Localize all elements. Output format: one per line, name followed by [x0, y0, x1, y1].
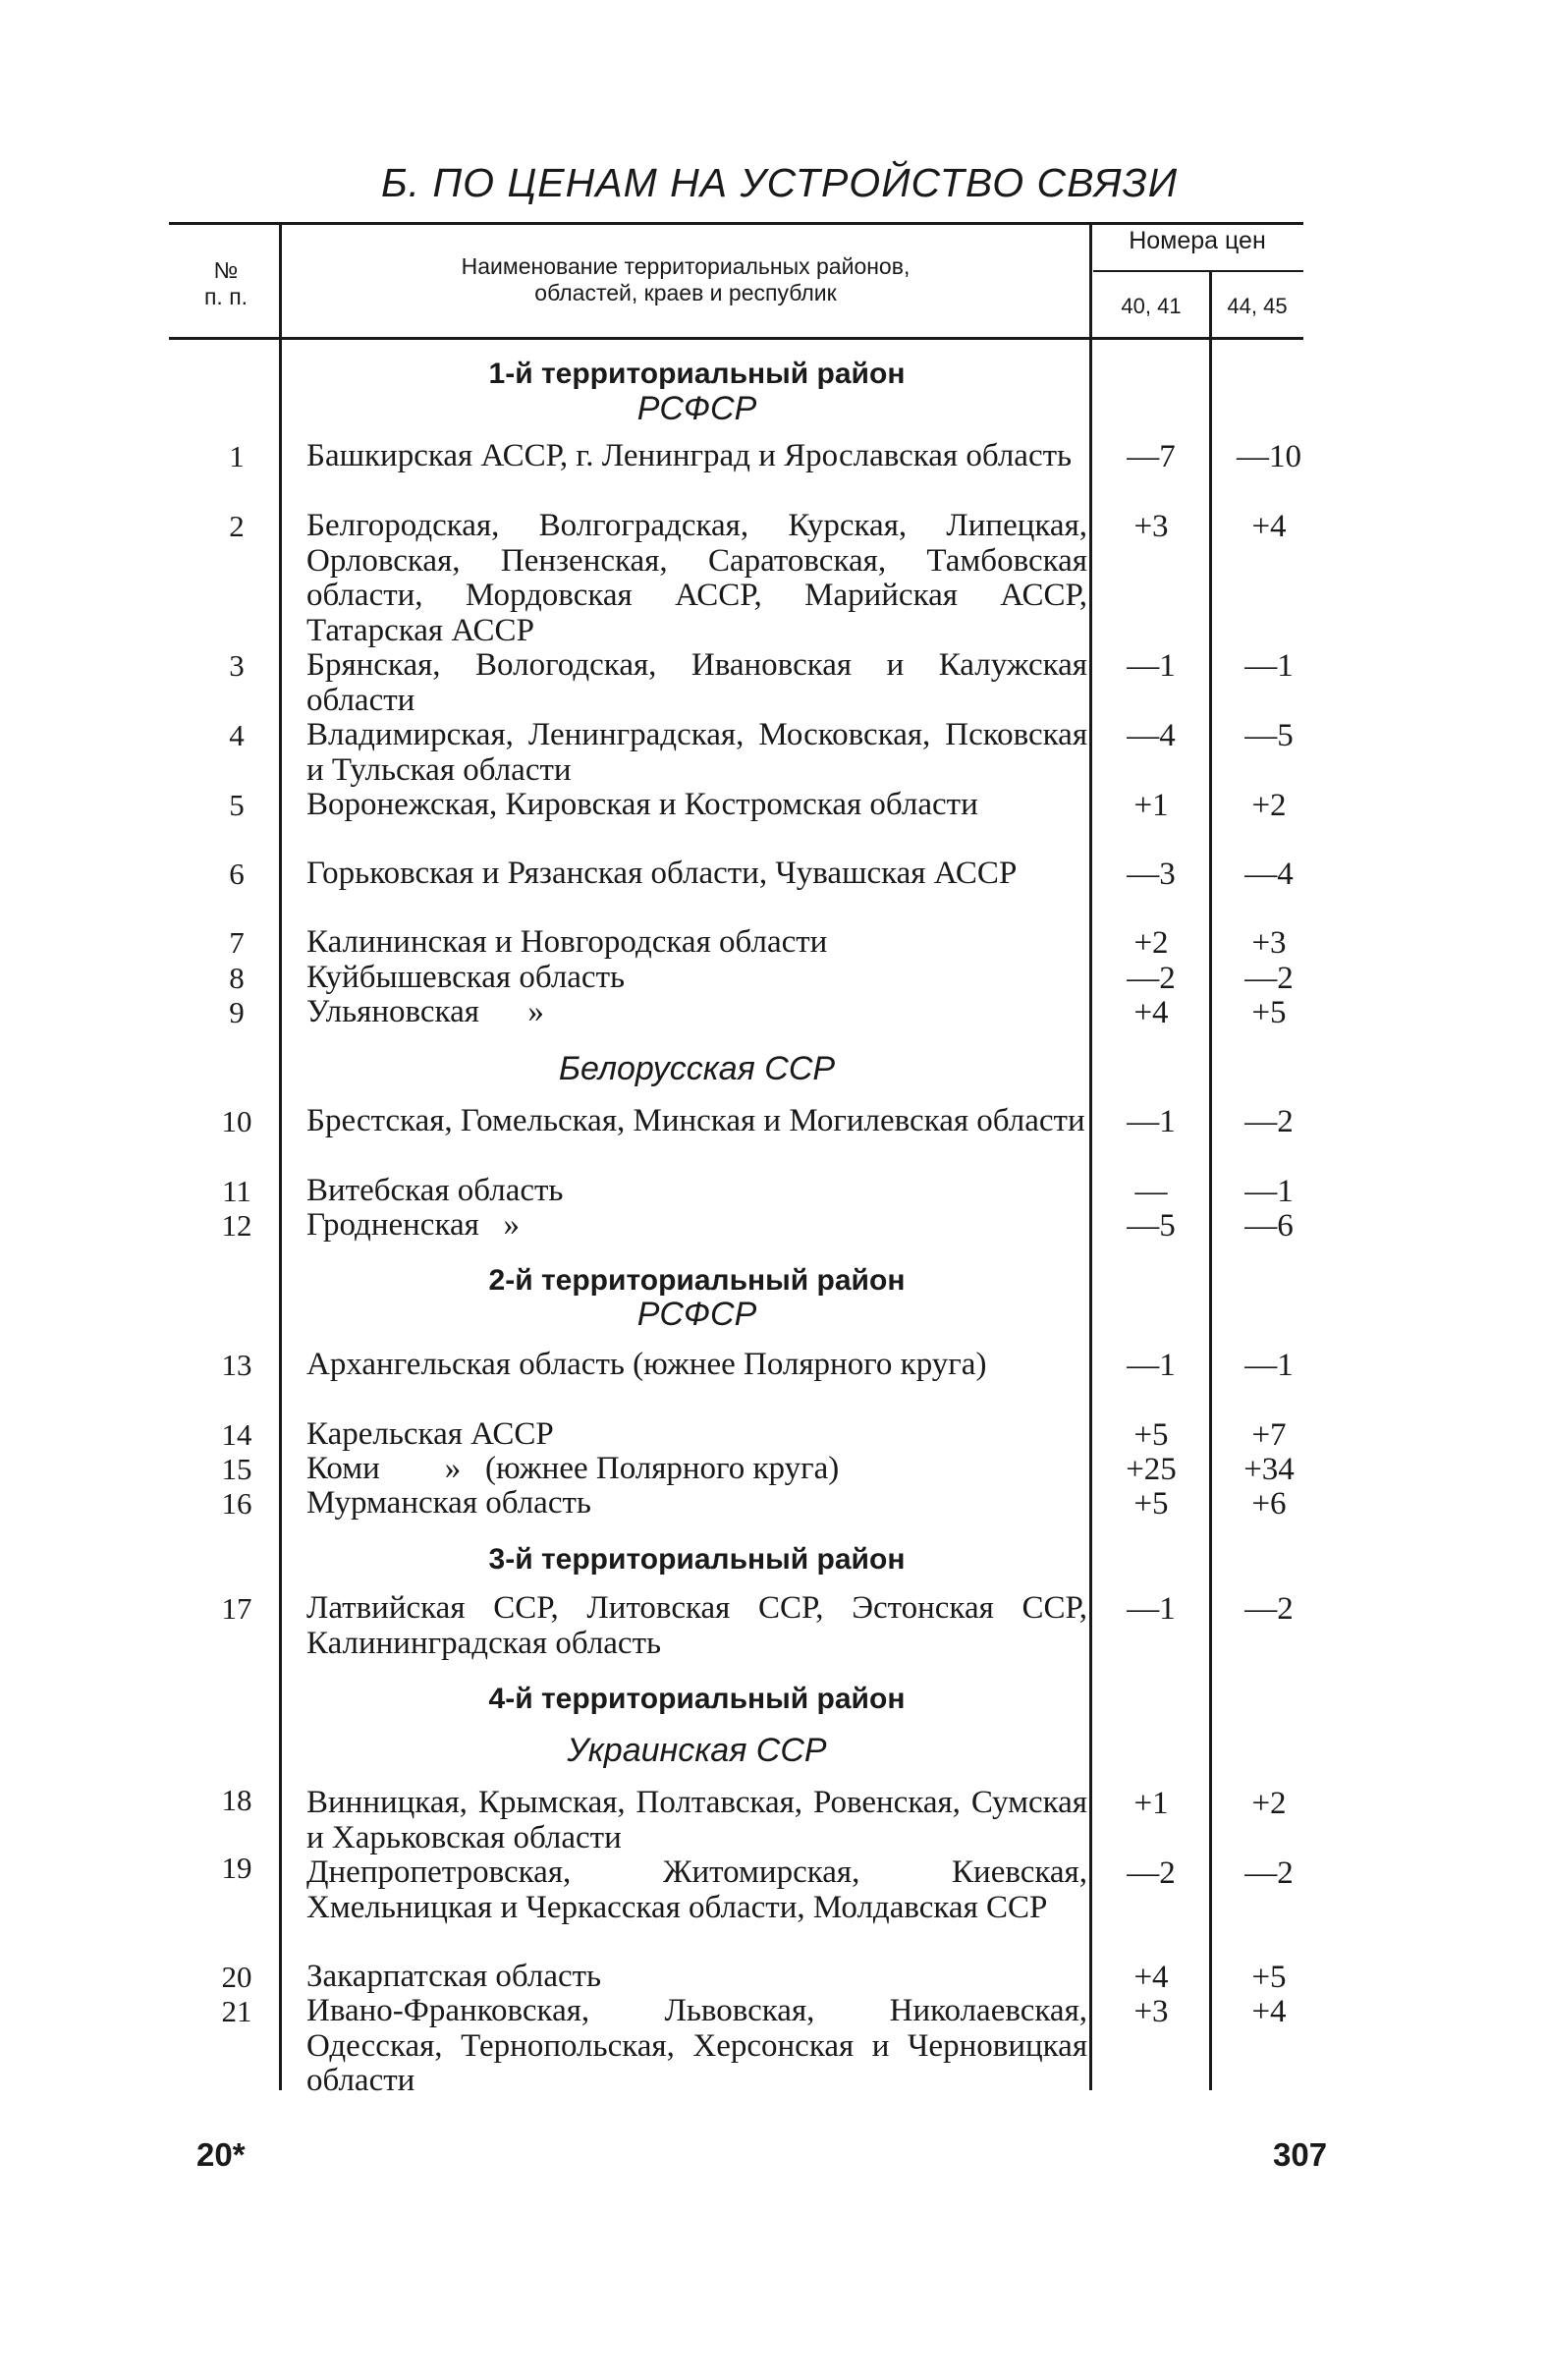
- price-value-44-45: +4: [1251, 509, 1287, 544]
- price-value-40-41: +1: [1133, 788, 1169, 823]
- region-name: Куйбышевская область: [306, 960, 626, 995]
- row-number: 21: [221, 1994, 252, 2028]
- price-value-44-45: —1: [1244, 648, 1294, 684]
- price-value-44-45: +5: [1251, 995, 1287, 1030]
- price-value-40-41: +5: [1133, 1486, 1169, 1522]
- price-value-40-41: —1: [1127, 1591, 1176, 1627]
- row-number: 9: [229, 995, 245, 1029]
- price-value-44-45: +7: [1251, 1417, 1287, 1453]
- row-number: 2: [229, 509, 245, 543]
- region-name: Белгородская, Волгоградская, Курская, Липецкая, Орловская, Пензенская, Саратовская, Тамбовская области, Мордовская АССР, Марийская АССР, Татарская АССР: [306, 508, 1087, 648]
- section-subheading: Украинская ССР: [567, 1732, 827, 1769]
- price-value-44-45: —2: [1244, 1104, 1294, 1139]
- price-value-44-45: —1: [1244, 1174, 1294, 1209]
- region-name: Коми » (южнее Полярного круга): [306, 1451, 840, 1486]
- price-value-40-41: —: [1134, 1174, 1168, 1209]
- row-number: 6: [229, 857, 245, 891]
- row-number: 11: [222, 1174, 251, 1208]
- price-value-40-41: —7: [1127, 439, 1176, 474]
- row-number: 13: [221, 1348, 252, 1382]
- num-header: [173, 257, 279, 310]
- signature-mark: 20*: [196, 2136, 246, 2173]
- price-value-40-41: —1: [1127, 648, 1176, 684]
- num-header-symbol: №: [213, 257, 239, 283]
- price-value-44-45: +3: [1251, 925, 1287, 961]
- region-name: Гродненская »: [306, 1207, 521, 1243]
- prices-header: Номера цен: [1129, 227, 1266, 254]
- row-number: 5: [229, 788, 245, 822]
- price-value-44-45: —4: [1244, 857, 1294, 892]
- name-header-line-1: Наименование территориальных районов,: [461, 253, 911, 279]
- section-subheading: РСФСР: [636, 390, 757, 427]
- price-value-44-45: +4: [1251, 1994, 1287, 2029]
- row-number: 12: [221, 1208, 252, 1243]
- price-value-40-41: —1: [1127, 1104, 1176, 1139]
- section-subheading: РСФСР: [636, 1296, 757, 1333]
- region-name: Карельская АССР: [306, 1416, 554, 1452]
- page-title: Б. ПО ЦЕНАМ НА УСТРОЙСТВО СВЯЗИ: [381, 160, 1179, 205]
- region-name: Закарпатская область: [306, 1959, 602, 1994]
- region-name: Калининская и Новгородская области: [306, 924, 828, 960]
- row-number: 20: [221, 1960, 252, 1994]
- table-top-rule: [169, 222, 1303, 225]
- price-value-40-41: +5: [1133, 1417, 1169, 1453]
- price-value-44-45: +6: [1251, 1486, 1287, 1522]
- region-name: Башкирская АССР, г. Ленинград и Ярославская область: [306, 438, 1073, 473]
- row-number: 1: [229, 439, 245, 473]
- region-name: Архангельская область (южнее Полярного круга): [306, 1347, 987, 1382]
- row-number: 4: [229, 718, 245, 752]
- row-number: 18: [221, 1783, 252, 1817]
- region-name: Горьковская и Рязанская области, Чувашская АССР: [306, 856, 1018, 891]
- section-heading: 3-й территориальный район: [488, 1543, 906, 1576]
- row-number: 8: [229, 961, 245, 995]
- row-number: 3: [229, 648, 245, 683]
- section-subheading: Белорусская ССР: [558, 1050, 836, 1087]
- col1-header: 40, 41: [1121, 294, 1182, 318]
- price-value-40-41: +25: [1126, 1452, 1177, 1487]
- price-value-40-41: +4: [1133, 995, 1169, 1030]
- price-value-40-41: —5: [1127, 1208, 1176, 1244]
- price-value-40-41: —2: [1127, 1855, 1176, 1891]
- region-name: Днепропетровская, Житомирская, Киевская, Хмельницкая и Черкасская области, Молдавская ССР: [306, 1854, 1087, 1925]
- price-value-40-41: +4: [1133, 1960, 1169, 1995]
- region-name: Мурманская область: [306, 1485, 591, 1521]
- row-number: 14: [221, 1417, 252, 1452]
- price-value-44-45: —2: [1244, 1855, 1294, 1891]
- price-value-40-41: —3: [1127, 857, 1176, 892]
- region-name: Латвийская ССР, Литовская ССР, Эстонская ССР, Калининградская область: [306, 1590, 1087, 1661]
- price-value-44-45: —10: [1237, 439, 1301, 474]
- region-name: Владимирская, Ленинградская, Московская, Псковская и Тульская области: [306, 717, 1087, 788]
- row-number: 15: [221, 1452, 252, 1486]
- price-value-44-45: +2: [1251, 1786, 1287, 1821]
- col2-header: 44, 45: [1227, 294, 1288, 318]
- price-value-44-45: —5: [1244, 718, 1294, 753]
- region-name: Винницкая, Крымская, Полтавская, Ровенская, Сумская и Харьковская области: [306, 1785, 1087, 1855]
- row-number: 19: [221, 1851, 252, 1885]
- price-value-40-41: —2: [1127, 961, 1176, 996]
- price-value-40-41: —4: [1127, 718, 1176, 753]
- num-header-abbrev: п. п.: [203, 284, 248, 309]
- price-value-44-45: —2: [1244, 1591, 1294, 1627]
- name-header-line-2: областей, краев и республик: [534, 280, 837, 305]
- row-number: 10: [221, 1104, 252, 1138]
- price-value-44-45: +2: [1251, 788, 1287, 823]
- row-number: 16: [221, 1486, 252, 1521]
- region-name: Ивано-Франковская, Львовская, Николаевская, Одесская, Тернопольская, Херсонская и Черновицкая области: [306, 1993, 1087, 2098]
- price-value-44-45: +34: [1243, 1452, 1295, 1487]
- region-name: Воронежская, Кировская и Костромская области: [306, 787, 978, 822]
- price-value-40-41: —1: [1127, 1348, 1176, 1383]
- header-bottom-rule: [169, 337, 1303, 340]
- price-value-40-41: +2: [1133, 925, 1169, 961]
- section-heading: 4-й территориальный район: [488, 1683, 906, 1715]
- region-name: Брестская, Гомельская, Минская и Могилевская области: [306, 1103, 1085, 1138]
- price-value-44-45: +5: [1251, 1960, 1287, 1995]
- page-number: 307: [1273, 2136, 1328, 2173]
- region-name: Ульяновская »: [306, 994, 544, 1029]
- price-value-44-45: —1: [1244, 1348, 1294, 1383]
- price-value-40-41: +3: [1133, 1994, 1169, 2029]
- price-value-40-41: +1: [1133, 1786, 1169, 1821]
- price-value-44-45: —6: [1244, 1208, 1294, 1244]
- region-name: Брянская, Вологодская, Ивановская и Калужская области: [306, 647, 1087, 718]
- price-value-40-41: +3: [1133, 509, 1169, 544]
- row-number: 7: [229, 925, 245, 960]
- name-header: [283, 253, 1088, 306]
- price-header-rule: [1093, 270, 1303, 272]
- section-heading: 2-й территориальный район: [488, 1264, 906, 1297]
- row-number: 17: [221, 1591, 252, 1626]
- price-value-44-45: —2: [1244, 961, 1294, 996]
- region-name: Витебская область: [306, 1173, 564, 1208]
- section-heading: 1-й территориальный район: [488, 358, 906, 390]
